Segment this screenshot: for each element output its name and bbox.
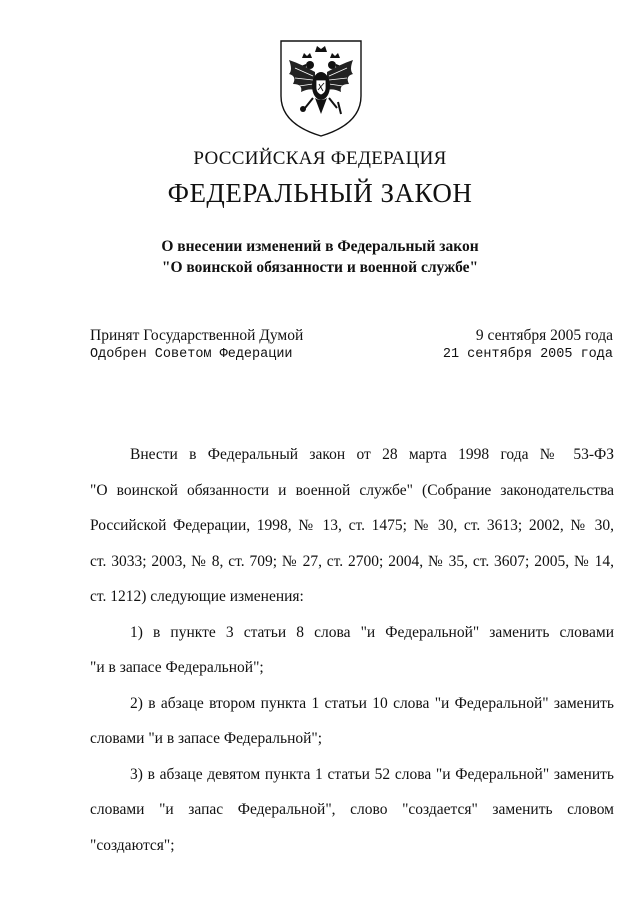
law-title-line: "О воинской обязанности и военной службе"	[161, 259, 479, 276]
body-line: Российской Федерации, 1998, № 13, ст. 1475; № 30, ст. 3613; 2002, № 30,	[90, 517, 614, 534]
body-line: ст. 1212) следующие изменения:	[90, 588, 304, 605]
council-label: Одобрен Советом Федерации	[90, 347, 293, 362]
body-line: "создаются";	[90, 836, 175, 854]
body-line: 3) в абзаце девятом пункта 1 статьи 52 слова "и Федеральной" заменить	[130, 765, 614, 783]
adoption-duma-row	[90, 327, 613, 347]
duma-date: 9 сентября 2005 года	[475, 327, 613, 344]
body-line: 2) в абзаце втором пункта 1 статьи 10 слова "и Федеральной" заменить	[130, 694, 614, 712]
body-line: словами "и запас Федеральной", слово "создается" заменить словом	[90, 801, 614, 818]
body-line: ст. 3033; 2003, № 8, ст. 709; № 27, ст. 2700; 2004, № 35, ст. 3607; 2005, № 14,	[90, 552, 614, 570]
country-heading: РОССИЙСКАЯ ФЕДЕРАЦИЯ	[193, 148, 447, 169]
law-title	[0, 236, 640, 278]
body-line: 1) в пункте 3 статьи 8 слова "и Федеральной" заменить словами	[130, 623, 614, 641]
adoption-council-row	[90, 347, 613, 367]
body-line: "и в запасе Федеральной";	[90, 659, 264, 676]
law-title-line: О внесении изменений в Федеральный закон	[161, 238, 479, 255]
body-line: "О воинской обязанности и военной службе" (Собрание законодательства	[90, 481, 614, 499]
duma-label: Принят Государственной Думой	[90, 327, 304, 344]
double-headed-eagle-emblem-icon	[275, 38, 367, 138]
body-line: словами "и в запасе Федеральной";	[90, 730, 323, 747]
law-body	[90, 446, 614, 872]
body-line: Внести в Федеральный закон от 28 марта 1998 года № 53-ФЗ	[130, 446, 614, 463]
council-date: 21 сентября 2005 года	[442, 347, 613, 362]
document-type-heading: ФЕДЕРАЛЬНЫЙ ЗАКОН	[167, 178, 473, 208]
